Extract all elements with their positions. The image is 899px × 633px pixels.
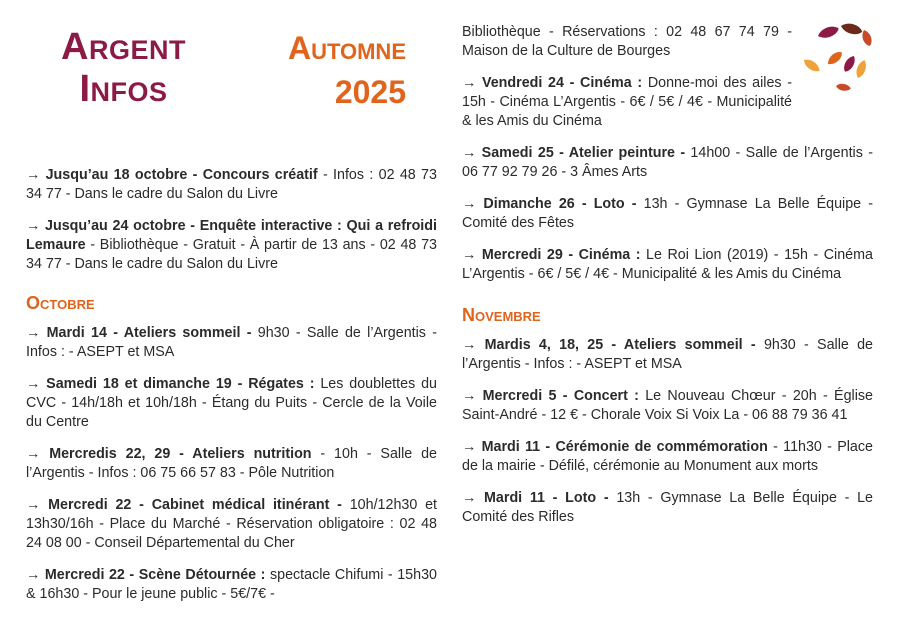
event-details: 14h00 - Salle de l’Argentis - 06 77 92 79 26 - 3 Âmes Arts xyxy=(462,145,873,180)
event-details: spectacle Chifumi - 15h30 & 16h30 - Pour le jeune public - 5€/7€ - xyxy=(26,567,437,602)
event-entry xyxy=(462,74,792,131)
newsletter-title xyxy=(36,26,211,110)
event-heading: Vendredi 24 - Cinéma : xyxy=(481,75,643,91)
event-details: - Infos : 02 48 73 34 77 - Dans le cadre du Salon du Livre xyxy=(26,167,437,202)
event-entry xyxy=(26,217,437,274)
event-details: 13h - Gymnase La Belle Équipe - Le Comité des Rifles xyxy=(462,490,873,525)
left-column xyxy=(26,166,437,617)
event-details: 10h/12h30 et 13h30/16h - Place du Marché - Réservation obligatoire : 02 48 24 08 00 - Conseil Départemental du Cher xyxy=(26,497,438,551)
event-entry xyxy=(462,195,873,233)
event-heading: Mercredi 5 - Concert : xyxy=(482,388,639,404)
event-heading: Jusqu’au 24 octobre - Enquête interactive : Qui a refroidi Lemaure xyxy=(26,218,437,253)
event-entry xyxy=(462,336,873,374)
event-heading: Mardis 4, 18, 25 - Ateliers sommeil - xyxy=(484,337,756,353)
month-heading-november: Novembre xyxy=(462,305,541,325)
event-continuation: Bibliothèque - Réservations : 02 48 67 74 79 - Maison de la Culture de Bourges xyxy=(462,24,792,59)
arrow-icon: → xyxy=(462,337,477,353)
right-column xyxy=(462,23,873,540)
event-details: 9h30 - Salle de l’Argentis - Infos : - ASEPT et MSA xyxy=(26,325,437,360)
event-details: 9h30 - Salle de l’Argentis - Infos : - ASEPT et MSA xyxy=(462,337,873,372)
arrow-icon: → xyxy=(26,376,41,392)
event-entry xyxy=(462,438,873,476)
event-heading: Samedi 18 et dimanche 19 - Régates : xyxy=(46,376,315,392)
arrow-icon: → xyxy=(462,490,477,506)
event-entry xyxy=(462,387,873,425)
event-details: - 11h30 - Place de la mairie - Défilé, cérémonie au Monument aux morts xyxy=(462,439,873,474)
season-title xyxy=(236,26,406,114)
event-details: - 10h - Salle de l’Argentis - Infos : 06 75 66 57 83 - Pôle Nutrition xyxy=(26,446,438,481)
title-line-2: Infos xyxy=(79,68,168,110)
event-entry xyxy=(26,566,437,604)
title-line-1: Argent xyxy=(61,26,186,68)
arrow-icon: → xyxy=(462,388,477,404)
event-entry xyxy=(26,166,437,204)
event-heading: Mercredi 22 - Cabinet médical itinérant - xyxy=(48,497,342,513)
arrow-icon: → xyxy=(462,75,477,91)
arrow-icon: → xyxy=(462,196,477,212)
arrow-icon: → xyxy=(26,567,41,583)
arrow-icon: → xyxy=(26,325,41,341)
arrow-icon: → xyxy=(26,446,41,462)
event-details: Le Roi Lion (2019) - 15h - Cinéma L’Argentis - 6€ / 5€ / 4€ - Municipalité & les Amis du Cinéma xyxy=(462,247,873,282)
arrow-icon: → xyxy=(462,145,477,161)
arrow-icon: → xyxy=(462,439,477,455)
event-heading: Jusqu’au 18 octobre - Concours créatif xyxy=(45,167,318,183)
event-entry xyxy=(26,375,437,432)
event-heading: Dimanche 26 - Loto - xyxy=(483,196,637,212)
arrow-icon: → xyxy=(26,167,41,183)
event-heading: Mardi 11 - Cérémonie de commémoration xyxy=(481,439,768,455)
event-heading: Mercredi 22 - Scène Détournée : xyxy=(44,567,266,583)
arrow-icon: → xyxy=(26,497,41,513)
event-heading: Mercredi 29 - Cinéma : xyxy=(481,247,641,263)
arrow-icon: → xyxy=(26,218,41,234)
season-line-1: Automne xyxy=(287,30,406,66)
event-heading: Mardi 11 - Loto - xyxy=(484,490,609,506)
event-details: Les doublettes du CVC - 14h/18h et 10h/18h - Étang du Puits - Cercle de la Voile du Centre xyxy=(26,376,437,430)
arrow-icon: → xyxy=(462,247,477,263)
event-entry xyxy=(462,489,873,527)
event-entry xyxy=(26,324,437,362)
event-entry xyxy=(26,496,437,553)
event-heading: Mercredis 22, 29 - Ateliers nutrition xyxy=(49,446,312,462)
month-heading-october: Octobre xyxy=(26,293,95,313)
event-details: Donne-moi des ailes - 15h - Cinéma L’Argentis - 6€ / 5€ / 4€ - Municipalité & les Amis du Cinéma xyxy=(462,75,792,129)
event-details: - Bibliothèque - Gratuit - À partir de 13 ans - 02 48 73 34 77 - Dans le cadre du Salon du Livre xyxy=(26,237,437,272)
event-heading: Samedi 25 - Atelier peinture - xyxy=(481,145,686,161)
event-details: Le Nouveau Chœur - 20h - Église Saint-André - 12 € - Chorale Voix Si Voix La - 06 88 79 36 41 xyxy=(462,388,873,423)
event-entry xyxy=(462,246,873,284)
event-heading: Mardi 14 - Ateliers sommeil - xyxy=(46,325,252,341)
event-entry xyxy=(462,144,873,182)
event-entry xyxy=(26,445,437,483)
season-line-2: 2025 xyxy=(334,74,406,110)
event-details: 13h - Gymnase La Belle Équipe - Comité des Fêtes xyxy=(462,196,873,231)
